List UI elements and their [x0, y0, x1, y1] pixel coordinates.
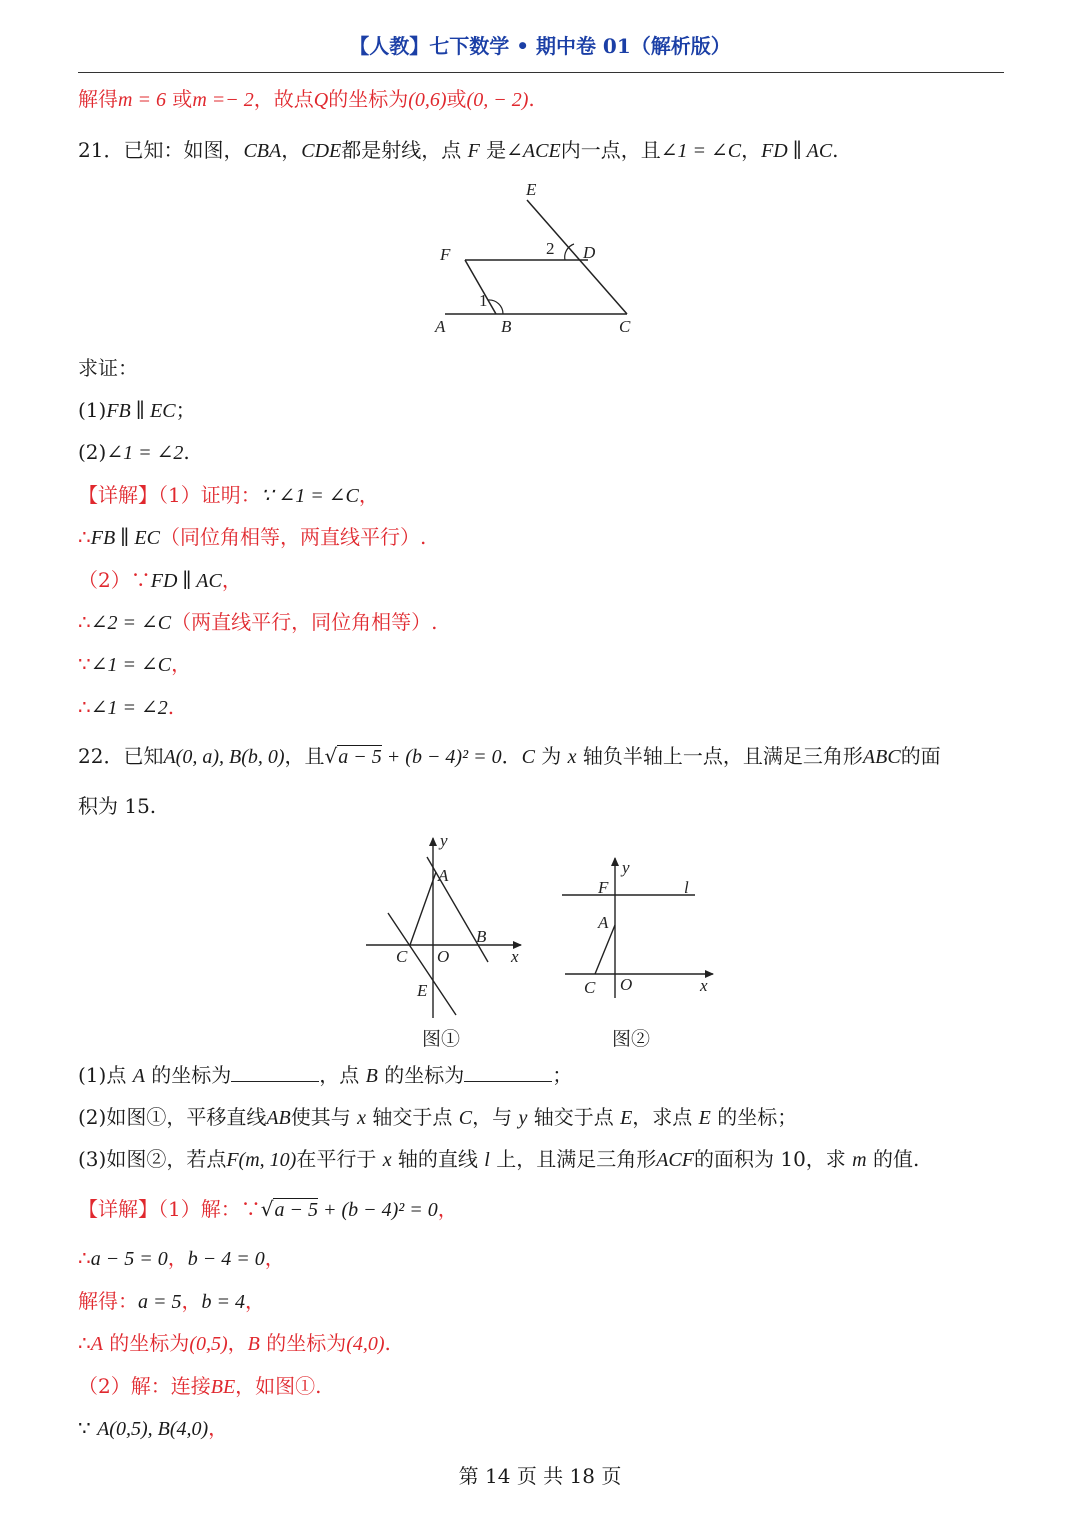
- label-e: E: [417, 981, 428, 1000]
- text: 轴的直线: [391, 1147, 485, 1171]
- math: ∠1 = ∠2: [90, 697, 168, 719]
- label-o: O: [620, 975, 633, 994]
- text: (2): [78, 440, 107, 464]
- text: ∴: [78, 1246, 91, 1270]
- text: （2）解：连接: [78, 1374, 211, 1398]
- math: A(0, a), B(b, 0): [163, 746, 285, 768]
- math: (4,0): [346, 1333, 385, 1355]
- solution-22-line-6: [78, 1414, 228, 1443]
- solution-21-line-5: [78, 650, 191, 679]
- sqrt-sign: √: [260, 1197, 274, 1221]
- math: ∠1 = ∠C: [660, 140, 742, 162]
- text: 或: [165, 87, 193, 111]
- text: ，与: [472, 1105, 519, 1129]
- text: ；: [175, 398, 196, 422]
- text: 都是射线，点: [341, 138, 468, 162]
- text: ∴: [78, 1331, 91, 1355]
- text: .: [832, 138, 839, 162]
- text: 轴负半轴上一点，且满足三角形: [576, 744, 863, 768]
- label-c: C: [584, 978, 596, 997]
- text: .: [528, 87, 535, 111]
- text: 内一点，且: [560, 138, 661, 162]
- text: 轴交于点: [527, 1105, 621, 1129]
- text: .: [167, 695, 175, 719]
- text: 的坐标为: [377, 1063, 465, 1087]
- figure-2-coordinate: [555, 852, 720, 1002]
- detail-tag: 【详解】: [78, 483, 158, 507]
- math: B: [247, 1333, 260, 1355]
- math: B: [365, 1065, 378, 1087]
- math: E: [698, 1107, 711, 1129]
- text: 的坐标为: [328, 87, 409, 111]
- solution-line-q20-end: [78, 85, 535, 114]
- text: 22．已知: [78, 744, 164, 768]
- label-o: O: [437, 947, 450, 966]
- math: a − 5: [338, 746, 382, 768]
- math: a − 5 = 0: [90, 1248, 168, 1270]
- math: x: [357, 1107, 367, 1129]
- solution-21-line-1: [78, 481, 379, 510]
- solution-21-line-3: [78, 566, 242, 595]
- text: 的坐标为: [102, 1331, 190, 1355]
- math: (0,6): [408, 89, 447, 111]
- math: A: [90, 1333, 103, 1355]
- text: ；: [552, 1063, 573, 1087]
- label-f: F: [440, 245, 451, 264]
- ray-ec: [527, 200, 627, 314]
- figure-2-caption: 图②: [612, 1028, 651, 1050]
- math: F(m, 10): [226, 1149, 297, 1171]
- question-22-part-3: [78, 1145, 919, 1174]
- header-rule: [78, 72, 1004, 73]
- label-c: C: [396, 947, 408, 966]
- math: y: [518, 1107, 528, 1129]
- text: 21．已知：如图，: [78, 138, 244, 162]
- math: C: [521, 746, 535, 768]
- text: （同位角相等，两直线平行）.: [159, 525, 427, 549]
- math: (0, − 2): [466, 89, 529, 111]
- math: m =− 2: [192, 89, 254, 111]
- document-header: 【人教】七下数学 • 期中卷 01（解析版）: [349, 34, 731, 58]
- text: 解得：: [78, 1289, 138, 1313]
- text: 使其与: [290, 1105, 358, 1129]
- math: x: [382, 1149, 392, 1171]
- text: ，且: [284, 744, 325, 768]
- math: m = 6: [118, 89, 166, 111]
- math: x: [567, 746, 577, 768]
- math: a − 5: [274, 1199, 318, 1221]
- text: ∵: [78, 1416, 98, 1440]
- math: FD ∥ AC: [150, 570, 222, 592]
- math: CDE: [301, 140, 342, 162]
- solution-21-line-2: [78, 523, 426, 552]
- solution-22-line-4: [78, 1329, 391, 1358]
- math: ∠1 = ∠2: [106, 442, 184, 464]
- text: （1）证明：: [158, 483, 261, 507]
- answer-blank-a[interactable]: [231, 1061, 319, 1082]
- text: 的值.: [866, 1147, 920, 1171]
- math: ∠2 = ∠C: [90, 612, 172, 634]
- math: FD ∥ AC: [761, 140, 833, 162]
- segment-ca: [595, 925, 615, 974]
- text: ，: [264, 1246, 285, 1270]
- text: ，: [221, 568, 242, 592]
- text: 上，且满足三角形: [489, 1147, 657, 1171]
- math: b − 4 = 0: [187, 1248, 265, 1270]
- text: ，: [208, 1416, 229, 1440]
- text: （两直线平行，同位角相等）.: [171, 610, 438, 634]
- prove-part-2: [78, 438, 190, 467]
- text: ，: [181, 1289, 202, 1313]
- text: ，: [245, 1289, 265, 1313]
- text: ，: [437, 1197, 458, 1221]
- label-a: A: [438, 866, 449, 885]
- text: （1）解：∵: [158, 1197, 261, 1221]
- text: (1)点: [78, 1063, 133, 1087]
- question-22-cont: 积为 15.: [78, 794, 157, 818]
- solution-22-line-1: [78, 1195, 458, 1224]
- math: CBA: [243, 140, 282, 162]
- math: ∵ ∠1 = ∠C: [260, 485, 359, 507]
- text: 的坐标为: [259, 1331, 347, 1355]
- text: ．: [501, 744, 522, 768]
- text: 为: [534, 744, 568, 768]
- label-b: B: [501, 317, 512, 336]
- text: (1): [78, 398, 107, 422]
- detail-tag: 【详解】: [78, 1197, 158, 1221]
- math: E: [620, 1107, 633, 1129]
- solution-22-line-2: [78, 1244, 285, 1273]
- math: C: [458, 1107, 473, 1129]
- label-angle-2: 2: [546, 239, 555, 258]
- prove-part-1: [78, 396, 196, 425]
- figure-1-caption: 图①: [422, 1028, 461, 1050]
- math: + (b − 4)² = 0: [317, 1199, 438, 1221]
- text: 的坐标；: [710, 1105, 798, 1129]
- label-x: x: [511, 947, 519, 966]
- math: FB ∥ EC: [90, 527, 160, 549]
- qiuzheng-label: 求证：: [78, 356, 138, 380]
- question-21: [78, 136, 839, 165]
- text: (3)如图②，若点: [78, 1147, 227, 1171]
- label-d: D: [583, 243, 596, 262]
- figure-1-coordinate: [360, 832, 530, 1022]
- math: A(0,5), B(4,0): [97, 1418, 209, 1440]
- label-y: y: [440, 832, 448, 850]
- math: ∠ACE: [506, 140, 561, 162]
- text: ，: [741, 138, 762, 162]
- answer-blank-b[interactable]: [464, 1061, 552, 1082]
- label-a: A: [435, 317, 446, 336]
- label-f: F: [598, 878, 609, 897]
- text: 解得: [78, 87, 118, 111]
- math: m: [852, 1149, 867, 1171]
- solution-22-line-5: [78, 1372, 322, 1401]
- math: F: [467, 140, 480, 162]
- math: A: [132, 1065, 145, 1087]
- page-footer: 第 14 页 共 18 页: [458, 1464, 622, 1488]
- text: ∵: [78, 652, 91, 676]
- text: ，: [227, 1331, 248, 1355]
- solution-22-line-3: [78, 1287, 265, 1316]
- text: ∴: [78, 610, 91, 634]
- text: ，: [281, 138, 302, 162]
- text: ，点: [319, 1063, 366, 1087]
- label-angle-1: 1: [479, 291, 488, 310]
- label-l: l: [684, 878, 689, 897]
- text: ∴: [78, 695, 91, 719]
- math: (0,5): [189, 1333, 228, 1355]
- math: a = 5: [138, 1291, 182, 1313]
- math: ∠1 = ∠C: [90, 654, 172, 676]
- math: b = 4: [201, 1291, 245, 1313]
- question-22: [78, 742, 941, 771]
- math: ABC: [862, 746, 901, 768]
- text: （2）∵: [78, 568, 151, 592]
- label-c: C: [619, 317, 631, 336]
- math: FB ∥ EC: [106, 400, 176, 422]
- text: ，: [358, 483, 379, 507]
- text: ，: [167, 1246, 188, 1270]
- text: ，故点: [253, 87, 314, 111]
- text: 是: [479, 138, 507, 162]
- math: BE: [210, 1376, 236, 1398]
- math: Q: [313, 89, 329, 111]
- segment-ca: [410, 872, 436, 945]
- text: 或: [446, 87, 467, 111]
- label-a: A: [598, 913, 609, 932]
- text: 的面: [900, 744, 941, 768]
- text: .: [384, 1331, 391, 1355]
- text: 的坐标为: [144, 1063, 232, 1087]
- math: + (b − 4)² = 0: [381, 746, 502, 768]
- text: ，如图①.: [235, 1374, 322, 1398]
- text: .: [183, 440, 190, 464]
- text: 的面积为 10，求: [694, 1147, 853, 1171]
- label-y: y: [622, 858, 630, 877]
- math: ACF: [656, 1149, 694, 1171]
- text: (2)如图①，平移直线: [78, 1105, 267, 1129]
- question-22-part-2: [78, 1103, 797, 1132]
- text: 在平行于: [296, 1147, 383, 1171]
- label-e: E: [526, 180, 537, 199]
- text: ∴: [78, 525, 91, 549]
- solution-21-line-4: [78, 608, 437, 637]
- math: l: [484, 1149, 490, 1171]
- figure-21-parallel-lines: [425, 172, 645, 342]
- text: 轴交于点: [366, 1105, 459, 1129]
- math: AB: [266, 1107, 291, 1129]
- text: ，求点: [632, 1105, 699, 1129]
- question-22-part-1: [78, 1061, 572, 1090]
- sqrt-sign: √: [324, 744, 338, 768]
- text: ，: [171, 652, 192, 676]
- solution-21-line-6: [78, 693, 174, 722]
- label-b: B: [476, 927, 487, 946]
- label-x: x: [700, 976, 708, 995]
